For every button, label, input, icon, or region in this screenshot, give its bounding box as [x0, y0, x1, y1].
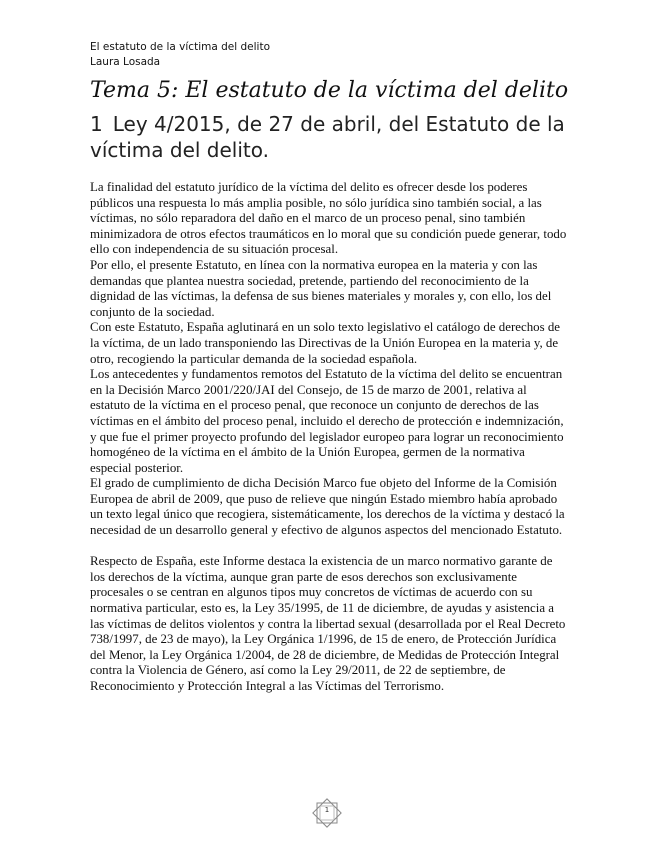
paragraph: Los antecedentes y fundamentos remotos del Estatuto de la víctima del delito se encuentran en la Decisión Marco 2001/220/JAI del Consejo, de 15 de marzo de 2001, relativa al estatuto de la víctima en el proceso penal, que reconoce un conjunto de derechos de las víctimas en el ámbito del proceso penal, incluido el derecho de protección e indemnización, y que fue el primer proyecto profundo del legislador europeo para lograr un reconocimiento homogéneo de la víctima en el ámbito de la Unión Europea, germen de la normativa especial posterior. — [90, 367, 564, 475]
paragraph: La finalidad del estatuto jurídico de la víctima del delito es ofrecer desde los poderes públicos una respuesta lo más amplia posible, no sólo jurídica sino también social, a las víctimas, no sólo reparadora del daño en el marco de un proceso penal, sino también minimizadora de otros efectos traumáticos en lo moral que su condición puede generar, todo ello con independencia de su situación procesal. — [90, 180, 567, 257]
paragraph: El grado de cumplimiento de dicha Decisión Marco fue objeto del Informe de la Comisión Europea de abril de 2009, que puso de relieve que ningún Estado miembro había aprobado un texto legal único que recogiera, sistemáticamente, los derechos de la víctima y destacó la necesidad de un desarrollo general y efectivo de algunos aspectos del mencionado Estatuto. — [90, 476, 565, 538]
paragraph: Respecto de España, este Informe destaca la existencia de un marco normativo garante de los derechos de la víctima, aunque gran parte de esos derechos son exclusivamente procesales o se centran en algunos tipos muy concretos de víctimas de acuerdo con su normativa particular, esto es, la Ley 35/1995, de 11 de diciembre, de ayudas y asistencia a las víctimas de delitos violentos y contra la libertad sexual (desarrollada por el Real Decreto 738/1997, de 23 de mayo), la Ley Orgánica 1/1996, de 15 de enero, de Protección Jurídica del Menor, la Ley Orgánica 1/2004, de 28 de diciembre, de Medidas de Protección Integral contra la Violencia de Género, así como la Ley 29/2011, de 22 de septiembre, de Reconocimiento y Protección Integral a las Víctimas del Terrorismo. — [90, 554, 566, 693]
page-number-badge — [309, 795, 345, 831]
paragraph: Con este Estatuto, España aglutinará en un solo texto legislativo el catálogo de derechos de la víctima, de un lado transponiendo las Directivas de la Unión Europea en la materia y, de otro, recogiendo la particular demanda de la sociedad española. — [90, 320, 561, 366]
paragraph: Por ello, el presente Estatuto, en línea con la normativa europea en la materia y con las demandas que plantea nuestra sociedad, pretende, partiendo del reconocimiento de la dignidad de las víctimas, la defensa de sus bienes materiales y morales y, con ello, los del conjunto de la sociedad. — [90, 257, 552, 319]
page-title: Tema 5: El estatuto de la víctima del delito — [90, 78, 569, 103]
header-author: Laura Losada — [90, 56, 161, 68]
section-heading — [90, 111, 610, 163]
running-header — [90, 40, 270, 70]
header-doc-title: El estatuto de la víctima del delito — [90, 41, 270, 53]
body-text — [90, 180, 568, 695]
section-heading-text: Ley 4/2015, de 27 de abril, del Estatuto de la víctima del delito. — [90, 112, 565, 162]
page-number: 1 — [324, 806, 330, 814]
section-number: 1 — [90, 112, 103, 136]
